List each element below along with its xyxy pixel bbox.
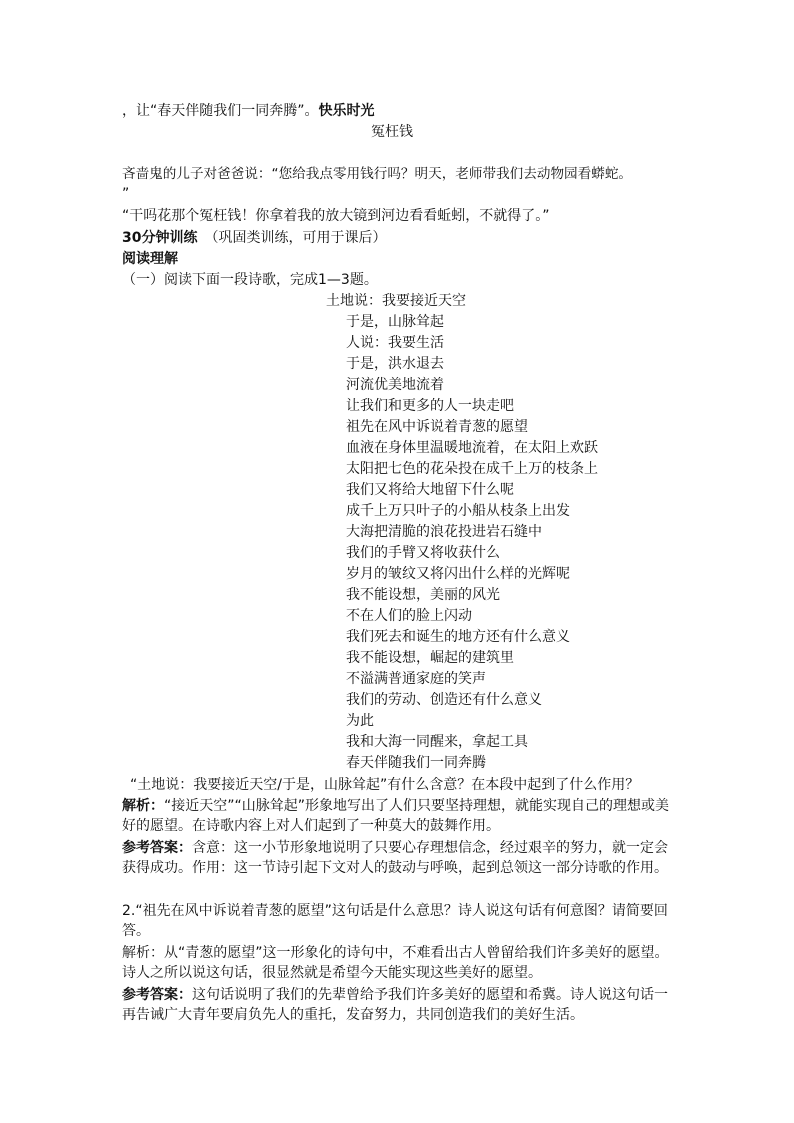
poem-line: 我们死去和诞生的地方还有什么意义 [346, 629, 570, 645]
story-line-1: 吝啬鬼的儿子对爸爸说：“您给我点零用钱行吗？明天，老师带我们去动物园看蟒蛇。 [122, 166, 633, 182]
poem-first-line: 土地说：我要接近天空 [326, 293, 466, 309]
story-line-1-cont: ” [122, 186, 130, 202]
poem-line: 我不能设想，崛起的建筑里 [346, 650, 514, 666]
poem-line: 河流优美地流着 [346, 377, 444, 393]
poem-line: 我和大海一同醒来，拿起工具 [346, 734, 528, 750]
poem-line: 让我们和更多的人一块走吧 [346, 398, 514, 414]
q2-analysis: 解析：从“青葱的愿望”这一形象化的诗句中，不难看出古人曾留给我们许多美好的愿望。诗人之所以说这句话，很显然就是希望今天能实现这些美好的愿望。 [122, 945, 669, 981]
q2-answer-label: 参考答案： [122, 987, 192, 1003]
poem-line: 我们的劳动、创造还有什么意义 [346, 692, 542, 708]
section-heading-note: （巩固类训练，可用于课后） [197, 230, 387, 246]
q1-analysis-text: “接近天空”“山脉耸起”形象地写出了人们只要坚持理想，就能实现自己的理想或美好的愿望。在诗歌内容上对人们起到了一种莫大的鼓舞作用。 [122, 798, 670, 834]
section-label-happy-time: 快乐时光 [318, 103, 375, 119]
section-heading-title: 30分钟训练 [122, 230, 198, 246]
poem-line: 成千上万只叶子的小船从枝条上出发 [346, 503, 570, 519]
poem-line: 我们的手臂又将收获什么 [346, 545, 500, 561]
q1-analysis [122, 796, 674, 836]
story-title: 冤枉钱 [371, 124, 413, 140]
q2-answer [122, 985, 674, 1025]
q1-answer-text: 含意：这一小节形象地说明了只要心存理想信念，经过艰辛的努力，就一定会获得成功。作用：这一节诗引起下文对人的鼓动与呼唤，起到总领这一部分诗歌的作用。 [122, 840, 668, 876]
poem-line: 我不能设想，美丽的风光 [346, 587, 500, 603]
poem-line: 人说：我要生活 [346, 335, 444, 351]
q1-answer [122, 838, 674, 878]
section-heading [122, 228, 674, 248]
story-line-2: “干吗花那个冤枉钱！你拿着我的放大镜到河边看看蚯蚓，不就得了。” [122, 208, 550, 224]
poem-line: 于是，洪水退去 [346, 356, 444, 372]
poem-line: 不溢满普通家庭的笑声 [346, 671, 486, 687]
section-subheading: 阅读理解 [122, 251, 178, 267]
q1-analysis-label: 解析： [122, 798, 164, 814]
poem-line: 为此 [346, 713, 374, 729]
intro-text: ，让“春天伴随我们一同奔腾”。 [122, 103, 319, 119]
poem-line: 岁月的皱纹又将闪出什么样的光辉呢 [346, 566, 570, 582]
reading-instruction: （一）阅读下面一段诗歌，完成1—3题。 [122, 272, 378, 288]
intro-line [122, 101, 674, 121]
poem-line: 春天伴随我们一同奔腾 [346, 755, 486, 771]
q1-answer-label: 参考答案： [122, 840, 192, 856]
q2-answer-text: 这句话说明了我们的先辈曾给予我们许多美好的愿望和希冀。诗人说这句话一再告诫广大青年要肩负先人的重托，发奋努力，共同创造我们的美好生活。 [122, 987, 668, 1023]
poem-line: 我们又将给大地留下什么呢 [346, 482, 514, 498]
poem-line: 大海把清脆的浪花投进岩石缝中 [346, 524, 542, 540]
poem-line: 太阳把七色的花朵投在成千上万的枝条上 [346, 461, 598, 477]
poem-line: 于是，山脉耸起 [346, 314, 444, 330]
poem-line: 血液在身体里温暖地流着，在太阳上欢跃 [346, 440, 598, 456]
question-1: “土地说：我要接近天空/于是，山脉耸起”有什么含意？在本段中起到了什么作用？ [130, 777, 640, 793]
question-2: 2.“祖先在风中诉说着青葱的愿望”这句话是什么意思？诗人说这句话有何意图？请简要回答。 [122, 903, 668, 939]
poem-line: 祖先在风中诉说着青葱的愿望 [346, 419, 528, 435]
poem-line: 不在人们的脸上闪动 [346, 608, 472, 624]
